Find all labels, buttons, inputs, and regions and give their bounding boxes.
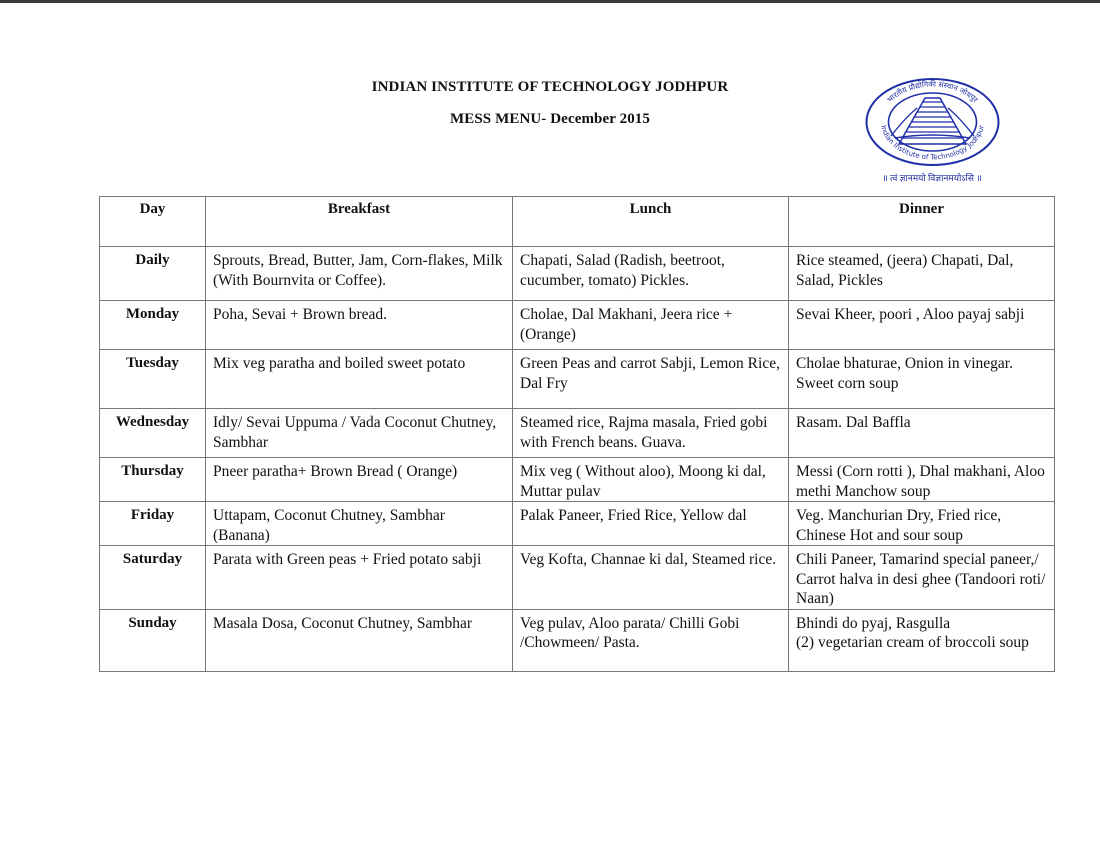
institute-logo-icon	[865, 78, 1000, 166]
breakfast-cell: Poha, Sevai + Brown bread.	[206, 301, 513, 350]
lunch-cell: Green Peas and carrot Sabji, Lemon Rice, Dal Fry	[513, 350, 789, 409]
day-cell: Friday	[100, 502, 206, 546]
menu-subtitle: MESS MENU- December 2015	[449, 111, 650, 127]
logo-motto: ॥ त्वं ज्ञानमयो विज्ञानमयोऽसि ॥	[882, 173, 982, 183]
table-row	[100, 301, 1055, 350]
table-row	[100, 546, 1055, 610]
table-row	[100, 458, 1055, 502]
dinner-cell: Bhindi do pyaj, Rasgulla (2) vegetarian cream of broccoli soup	[789, 609, 1055, 671]
lunch-cell: Mix veg ( Without aloo), Moong ki dal, Muttar pulav	[513, 458, 789, 502]
breakfast-cell: Masala Dosa, Coconut Chutney, Sambhar	[206, 609, 513, 671]
mess-menu-table	[99, 196, 1055, 672]
breakfast-cell: Mix veg paratha and boiled sweet potato	[206, 350, 513, 409]
logo-top-text: भारतीय प्रौद्योगिकी संस्थान जोधपुर	[885, 79, 980, 105]
dinner-cell: Rice steamed, (jeera) Chapati, Dal, Salad, Pickles	[789, 247, 1055, 301]
header-day: Day	[100, 197, 206, 247]
breakfast-cell: Sprouts, Bread, Butter, Jam, Corn-flakes, Milk (With Bournvita or Coffee).	[206, 247, 513, 301]
lunch-cell: Veg pulav, Aloo parata/ Chilli Gobi /Chowmeen/ Pasta.	[513, 609, 789, 671]
lunch-cell: Steamed rice, Rajma masala, Fried gobi with French beans. Guava.	[513, 409, 789, 458]
day-cell: Daily	[100, 247, 206, 301]
dinner-cell: Chili Paneer, Tamarind special paneer,/ Carrot halva in desi ghee (Tandoori roti/ Naan)	[789, 546, 1055, 610]
institute-title: INDIAN INSTITUTE OF TECHNOLOGY JODHPUR	[371, 79, 729, 95]
dinner-cell: Sevai Kheer, poori , Aloo payaj sabji	[789, 301, 1055, 350]
dinner-cell: Veg. Manchurian Dry, Fried rice, Chinese Hot and sour soup	[789, 502, 1055, 546]
dinner-cell: Cholae bhaturae, Onion in vinegar. Sweet corn soup	[789, 350, 1055, 409]
table-row	[100, 502, 1055, 546]
day-cell: Tuesday	[100, 350, 206, 409]
dinner-cell: Messi (Corn rotti ), Dhal makhani, Aloo methi Manchow soup	[789, 458, 1055, 502]
table-row	[100, 409, 1055, 458]
breakfast-cell: Uttapam, Coconut Chutney, Sambhar (Banana)	[206, 502, 513, 546]
table-row	[100, 350, 1055, 409]
logo-bottom-text: Indian Institute of Technology Jodhpur	[879, 124, 986, 162]
breakfast-cell: Parata with Green peas + Fried potato sabji	[206, 546, 513, 610]
table-row	[100, 609, 1055, 671]
header-row	[100, 197, 1055, 247]
lunch-cell: Cholae, Dal Makhani, Jeera rice + (Orange)	[513, 301, 789, 350]
lunch-cell: Chapati, Salad (Radish, beetroot, cucumber, tomato) Pickles.	[513, 247, 789, 301]
dinner-cell: Rasam. Dal Baffla	[789, 409, 1055, 458]
breakfast-cell: Pneer paratha+ Brown Bread ( Orange)	[206, 458, 513, 502]
day-cell: Thursday	[100, 458, 206, 502]
top-border	[0, 0, 1100, 3]
day-cell: Sunday	[100, 609, 206, 671]
lunch-cell: Palak Paneer, Fried Rice, Yellow dal	[513, 502, 789, 546]
header-breakfast: Breakfast	[206, 197, 513, 247]
lunch-cell: Veg Kofta, Channae ki dal, Steamed rice.	[513, 546, 789, 610]
day-cell: Monday	[100, 301, 206, 350]
header-lunch: Lunch	[513, 197, 789, 247]
day-cell: Wednesday	[100, 409, 206, 458]
table-row	[100, 247, 1055, 301]
header-dinner: Dinner	[789, 197, 1055, 247]
day-cell: Saturday	[100, 546, 206, 610]
breakfast-cell: Idly/ Sevai Uppuma / Vada Coconut Chutney, Sambhar	[206, 409, 513, 458]
